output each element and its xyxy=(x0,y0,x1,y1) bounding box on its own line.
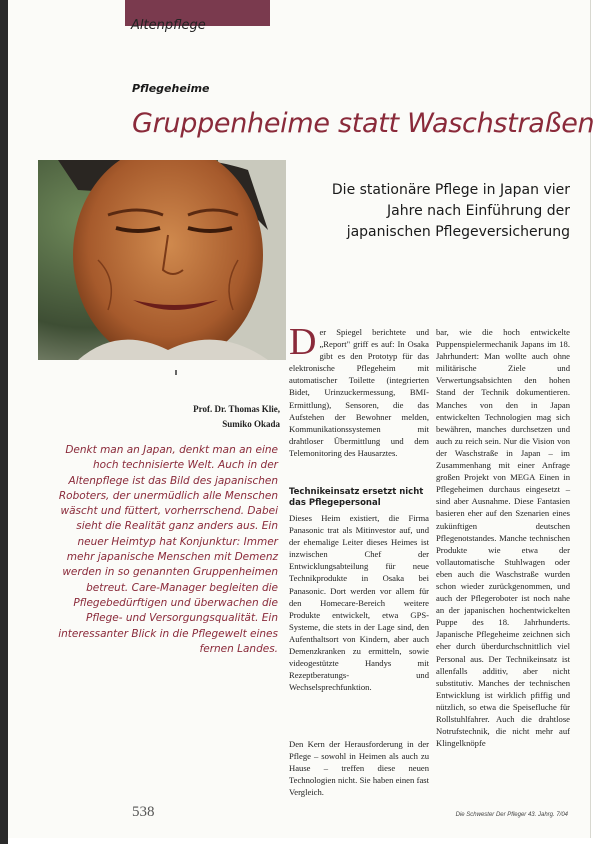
body-column-1-intro xyxy=(289,321,429,459)
section-label: Altenpflege xyxy=(131,18,206,33)
body-column-2: bar, wie die hoch entwickelte Puppenspielermechanik Japans im 18. Jahrhundert: Man wollte auch ohne militärische Ziele und Verwertungsabsichten den hohen Stand der Technik dokumentieren. Manches von den in Japan entwickelten Technologien mag sich bewähren, manches durchsetzen und auch zu reich sein. Nur die Vision von der Waschstraße in Japan – im Zusammenhang mit einer Anfrage großen Projekt von MEGA Einen in Pflegeheimen durchaus eingesetzt – sind aber Ausnahme. Diese Fantasien basieren eher auf den Szenarien eines zukünftigen deutschen Pflegenotstandes. Manche technischen Produkte wie etwa der vollautomatische Stuhlwagen oder eben auch die Waschstraße wurden schon wieder zurückgenommen, und auch der Pflegeroboter ist noch nahe an der japanischen hochentwickelten Puppe des 18. Jahrhunderts. Japanische Pflegeheime zeichnen sich eher durch überdurchschnittlich viel Personal aus. Der Technikeinsatz ist allenfalls additiv, aber nicht substitutiv. Manches der technischen Entwicklung ist wirklich pfiffig und nützlich, so etwa die Speisefluche für Rollstuhlfahrer. Auch die drahtlose Notrufstechnik, die nicht mehr auf Klingelknöpfe xyxy=(436,327,570,749)
scan-edge xyxy=(0,0,8,844)
page-number: 538 xyxy=(132,804,155,820)
article-kicker: Pflegeheime xyxy=(132,82,210,95)
author-byline xyxy=(130,402,280,432)
body-column-1-main: Dieses Heim existiert, die Firma Panasonic trat als Mitinvestor auf, und der ehemalige Leiter dieses Heimes ist inzwischen Chef der Entwicklungsabteilung für neue Technikprodukte in Osaka bei Panasonic. Dort werden vor allem für den Homecare-Bereich weitere Produkte entwickelt, etwa GPS-Systeme, die stets in der Lage sind, den Aufenthaltsort von Kindern, aber auch Demenzkranken zu ermitteln, sowie videogestützte Handys mit Rezeptberatungs- und Wechselsprechfunktion. xyxy=(289,513,429,693)
intro-text: er Spiegel berichtete und „Report" griff es auf: In Osaka gibt es den Prototyp für das elektronische Pflegeheim mit automatischer Toilette (integrierten Bidet, Urinzuckermessung, BMI-Ermittlung), Sensoren, die das Aufstehen der Bewohner melden, Kommunikationssystemen mit drahtloser Übermittlung und dem Telemonitoring des Hausarztes. xyxy=(289,327,429,458)
journal-footer: Die Schwester Der Pfleger 43. Jahrg. 7/04 xyxy=(455,812,568,818)
article-subtitle: Die stationäre Pflege in Japan vier Jahre nach Einführung der japanischen Pflegeversicherung xyxy=(331,182,570,240)
article-headline: Gruppenheime statt Waschstraßen xyxy=(132,108,595,139)
author-1: Prof. Dr. Thomas Klie, xyxy=(193,404,280,414)
body-column-1-end: Den Kern der Herausforderung in der Pflege – sowohl in Heimen als auch zu Hause – treffen diese neuen Technologien nicht. Sie haben einen fast Vergleich. xyxy=(289,739,429,798)
drop-cap: D xyxy=(289,321,317,363)
photo-credit-mark xyxy=(175,370,177,375)
section-subhead: Technikeinsatz ersetzt nicht das Pflegepersonal xyxy=(289,487,424,508)
portrait-photo xyxy=(38,160,286,360)
author-2: Sumiko Okada xyxy=(222,419,280,429)
lead-paragraph: Denkt man an Japan, denkt man an eine hoch technisierte Welt. Auch in der Altenpflege ist das Bild des japanischen Roboters, der unermüdlich alle Menschen wäscht und füttert, vorherrschend. Dabei sieht die Realität ganz anders aus. Ein neuer Heimtyp hat Konjunktur: Immer mehr japanische Menschen mit Demenz werden in so genannten Gruppenheimen betreut. Care-Manager begleiten die Pflegebedürftigen und überwachen die Pflege- und Versorgungsqualität. Ein interessanter Blick in die Pflegewelt eines fernen Landes. xyxy=(58,444,278,655)
